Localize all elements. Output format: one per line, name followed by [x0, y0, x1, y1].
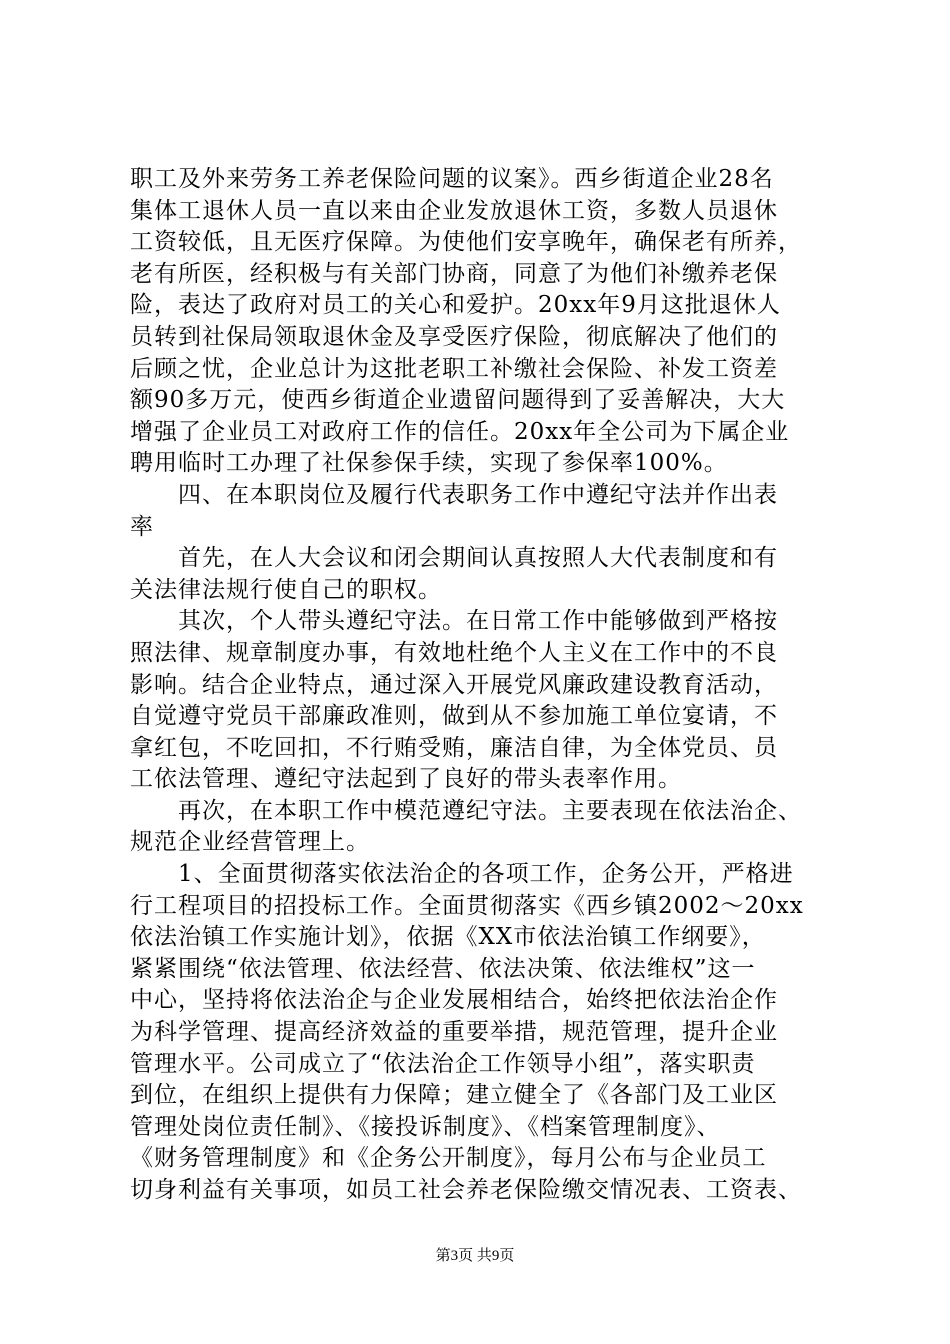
text-line: 工资较低，且无医疗保障。为使他们安享晚年，确保老有所养，: [130, 229, 802, 256]
text-line: 集体工退休人员一直以来由企业发放退休工资，多数人员退休: [130, 197, 778, 224]
text-line: 规范企业经营管理上。: [130, 829, 370, 856]
text-line: 老有所医，经积极与有关部门协商，同意了为他们补缴养老保: [130, 260, 778, 287]
text-line: 其次，个人带头遵纪守法。在日常工作中能够做到严格按: [130, 608, 778, 635]
text-line: 四、在本职岗位及履行代表职务工作中遵纪守法并作出表: [130, 481, 778, 508]
text-line: 切身利益有关事项，如员工社会养老保险缴交情况表、工资表、: [130, 1177, 802, 1203]
text-line: 再次，在本职工作中模范遵纪守法。主要表现在依法治企、: [130, 797, 802, 824]
text-line: 关法律法规行使自己的职权。: [130, 576, 442, 603]
document-body: [130, 164, 830, 1207]
text-line: 《财务管理制度》和《企务公开制度》，每月公布与企业员工: [130, 1145, 767, 1172]
text-line: 额90多万元，使西乡街道企业遗留问题得到了妥善解决，大大: [130, 387, 786, 414]
text-line: 管理处岗位责任制》、《接投诉制度》、《档案管理制度》、: [130, 1113, 721, 1140]
text-line: 为科学管理、提高经济效益的重要举措，规范管理，提升企业: [130, 1019, 778, 1046]
page-footer: 第3页 共9页: [435, 1248, 515, 1264]
text-line: 后顾之忧，企业总计为这批老职工补缴社会保险、补发工资差: [130, 355, 778, 382]
text-line: 职工及外来劳务工养老保险问题的议案》。西乡街道企业28名: [130, 166, 774, 192]
text-line: 首先，在人大会议和闭会期间认真按照人大代表制度和有: [130, 545, 778, 572]
text-line: 到位，在组织上提供有力保障；建立健全了《各部门及工业区: [130, 1082, 778, 1109]
text-line: 中心，坚持将依法治企与企业发展相结合，始终把依法治企作: [130, 987, 778, 1014]
text-line: 1、全面贯彻落实依法治企的各项工作，企务公开，严格进: [130, 861, 794, 888]
text-line: 管理水平。公司成立了“依法治企工作领导小组”，落实职责: [130, 1050, 756, 1077]
text-line: 聘用临时工办理了社保参保手续，实现了参保率100%。: [130, 450, 728, 477]
text-line: 照法律、规章制度办事，有效地杜绝个人主义在工作中的不良: [130, 639, 778, 666]
text-line: 率: [130, 513, 154, 540]
text-line: 影响。结合企业特点，通过深入开展党风廉政建设教育活动，: [130, 671, 778, 698]
text-line: 自觉遵守党员干部廉政准则，做到从不参加施工单位宴请，不: [130, 703, 778, 730]
text-line: 增强了企业员工对政府工作的信任。20xx年全公司为下属企业: [130, 418, 790, 445]
text-line: 行工程项目的招投标工作。全面贯彻落实《西乡镇2002～20xx: [130, 892, 804, 919]
text-line: 工依法管理、遵纪守法起到了良好的带头表率作用。: [130, 766, 682, 793]
text-line: 拿红包，不吃回扣，不行贿受贿，廉洁自律，为全体党员、员: [130, 734, 778, 761]
text-line: 紧紧围绕“依法管理、依法经营、依法决策、依法维权”这一: [130, 955, 756, 982]
text-line: 员转到社保局领取退休金及享受医疗保险，彻底解决了他们的: [130, 323, 778, 350]
text-line: 依法治镇工作实施计划》，依据《XX市依法治镇工作纲要》，: [130, 924, 766, 951]
text-line: 险，表达了政府对员工的关心和爱护。20xx年9月这批退休人: [130, 292, 781, 319]
